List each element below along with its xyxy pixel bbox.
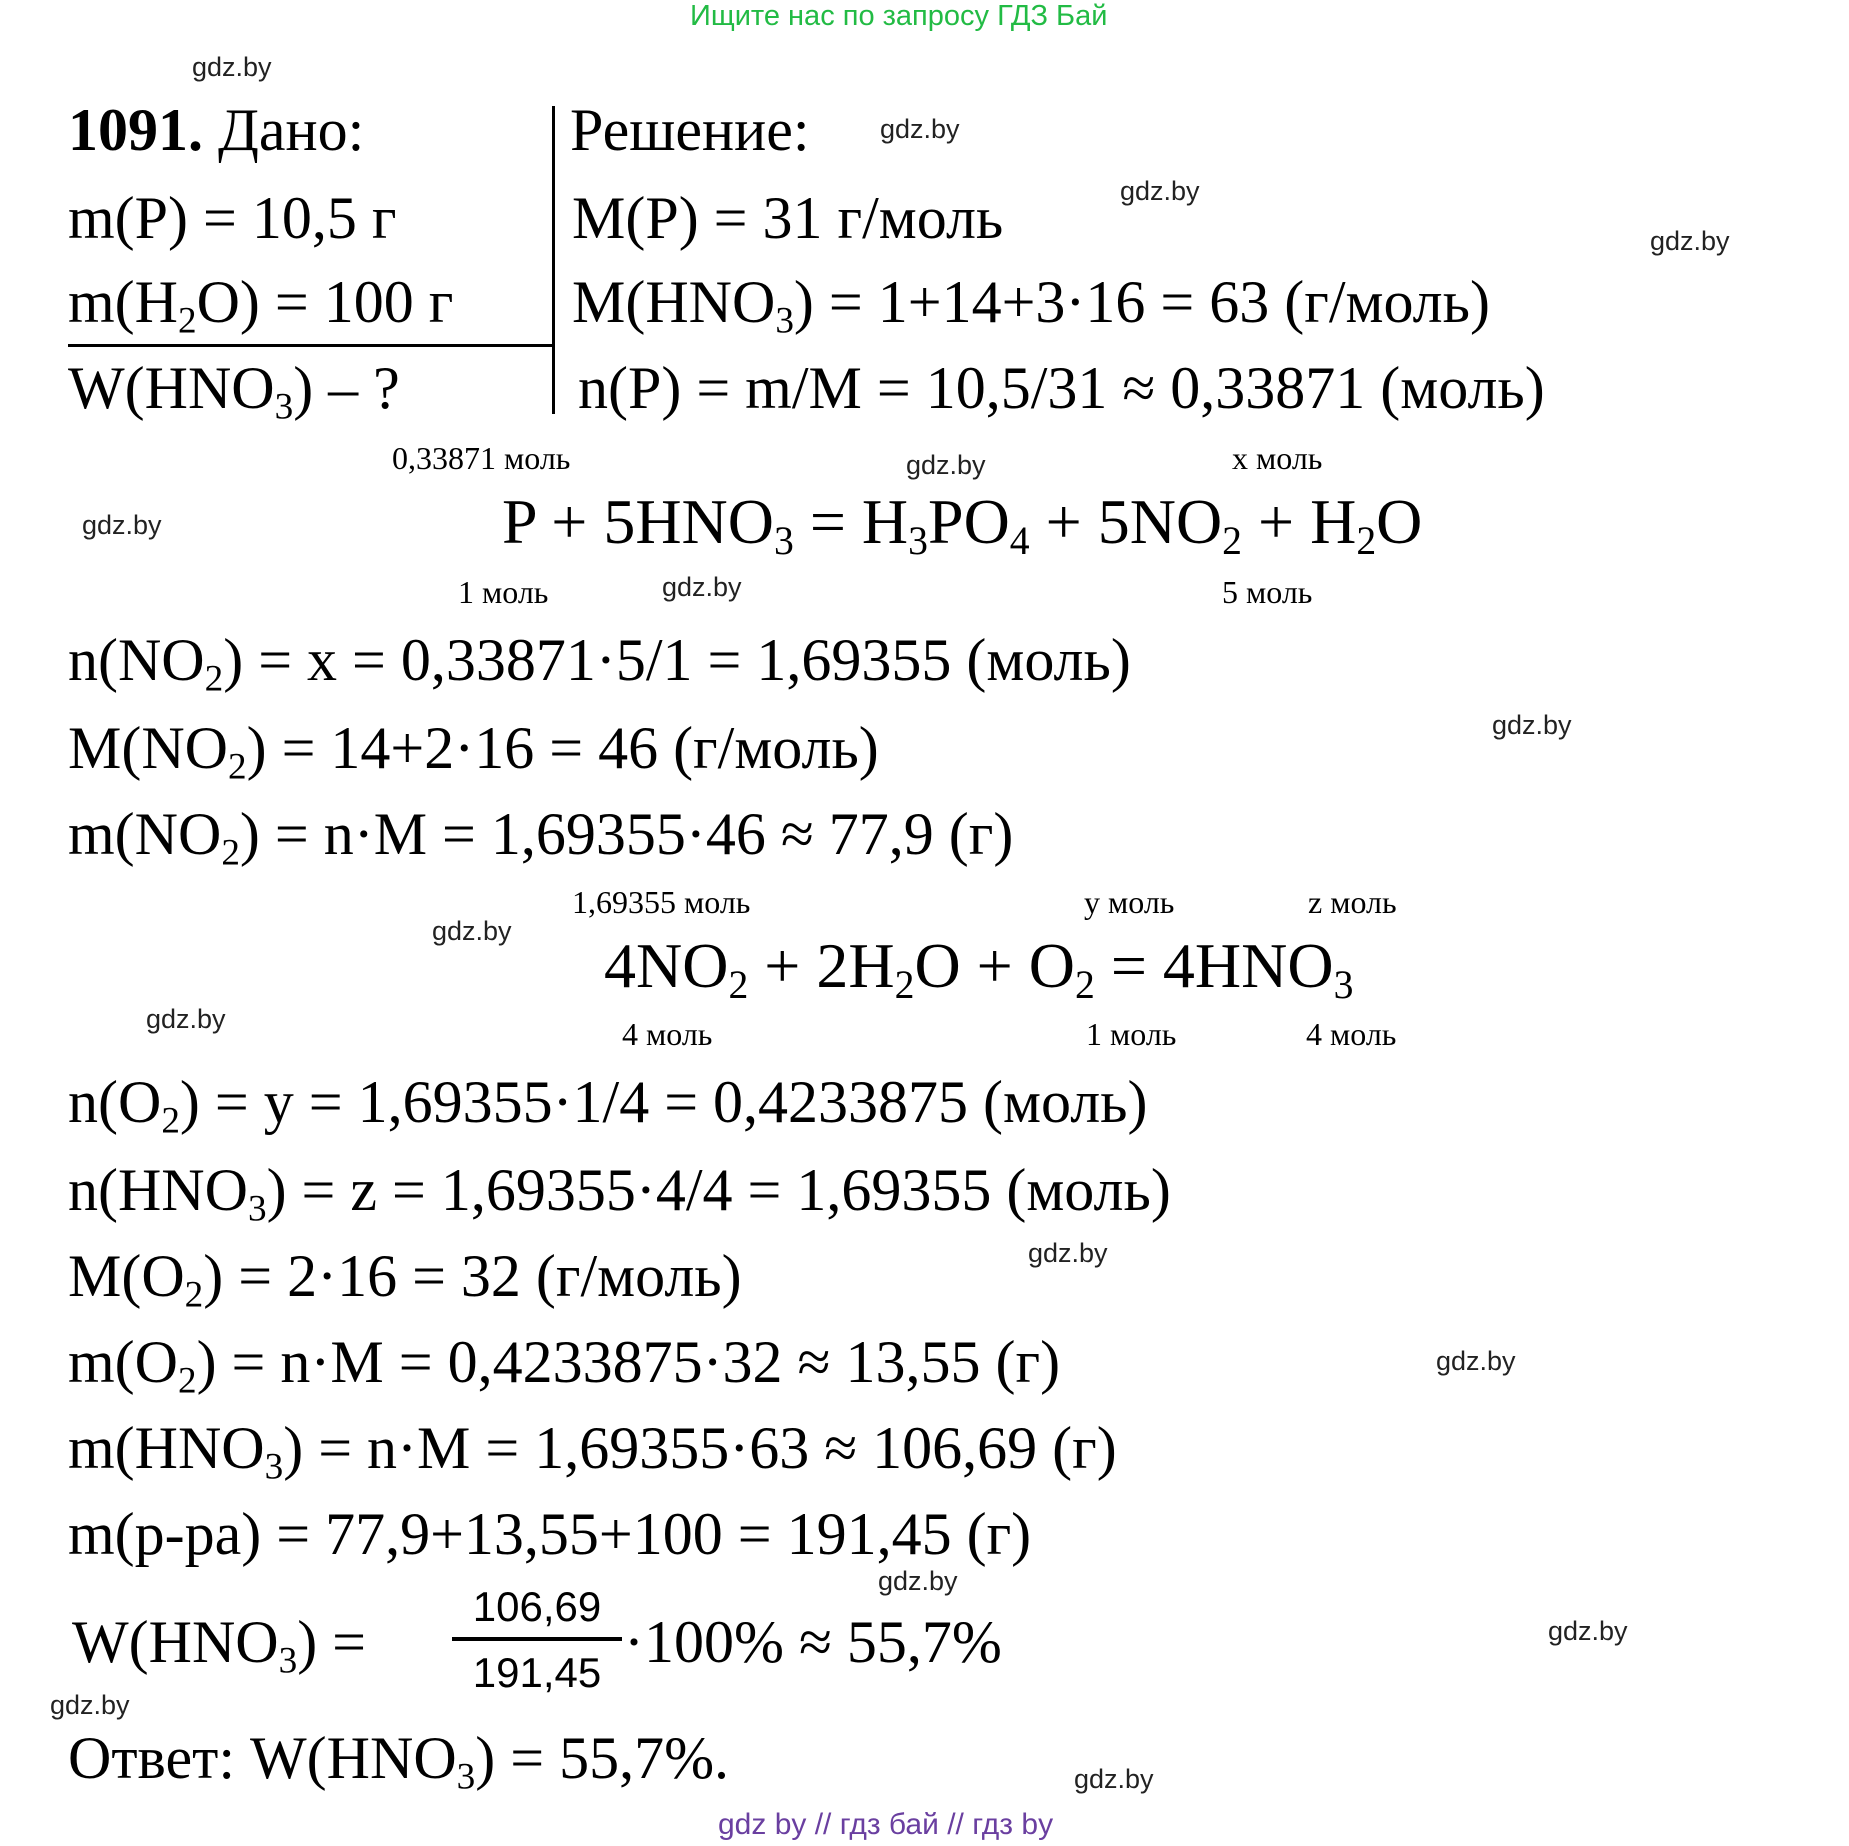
moles-no2: $n(NO_2) = x = 0,33871\cdot 5/1 = 1,69355$ (моль) [68, 627, 1131, 700]
moles-p: n(P) = m/M = 10,5/31 ≈ 0,33871 (моль) [578, 355, 1545, 421]
watermark: gdz.by [1436, 1346, 1516, 1376]
watermark: gdz.by [432, 916, 512, 946]
watermark: gdz.by [906, 450, 986, 480]
answer: Ответ: $W(HNO_3) = 55,7\%$. [68, 1725, 730, 1798]
watermark: gdz.by [1492, 710, 1572, 740]
r1-above-right: x моль [1232, 440, 1323, 476]
site-banner: Ищите нас по запросу ГДЗ Бай [690, 0, 1108, 32]
fraction-lhs: $W(HNO_3)$ = [72, 1609, 367, 1682]
fraction-denominator: 191,45 [472, 1649, 602, 1696]
watermark: gdz.by [878, 1566, 958, 1596]
r2-below-left: 4 моль [622, 1016, 713, 1052]
given-mass-p: m(P) = 10,5 г [68, 185, 397, 251]
r2-below-right: 4 моль [1306, 1016, 1397, 1052]
r1-above-left: 0,33871 моль [392, 440, 571, 476]
fraction-bar [452, 1637, 622, 1641]
molar-mass-hno3: $M(HNO_3) = 1+14+3\cdot 16 = 63$ (г/моль) [572, 269, 1490, 342]
molar-mass-no2: $M(NO_2) = 14+2\cdot 16 = 46$ (г/моль) [68, 715, 879, 788]
given-divider-vertical [552, 106, 555, 414]
r2-below-mid: 1 моль [1086, 1016, 1177, 1052]
molar-mass-o2: $M(O_2) = 2\cdot 16 = 32$ (г/моль) [68, 1243, 742, 1316]
fraction-numerator: 106,69 [472, 1583, 602, 1630]
watermark: gdz.by [192, 52, 272, 82]
watermark: gdz.by [1650, 226, 1730, 256]
problem-number: 1091. [68, 97, 203, 163]
watermark: gdz.by [1548, 1616, 1628, 1646]
moles-o2: $n(O_2) = y = 1,69355\cdot 1/4 = 0,4233875$ (моль) [68, 1069, 1148, 1142]
watermark: gdz.by [662, 572, 742, 602]
given-mass-water: $m(H_2O) = 100$ г [68, 269, 454, 342]
mass-o2: $m(O_2) = n\cdot M = 0,4233875\cdot 32 \approx 13,55$ (г) [68, 1329, 1061, 1402]
find-quantity: $W(HNO_3)$ – ? [68, 355, 400, 428]
r2-above-mid: y моль [1084, 884, 1175, 920]
mass-fraction [452, 1583, 622, 1697]
footer-links: gdz by // гдз бай // гдз by [718, 1808, 1054, 1841]
problem-header [68, 97, 365, 163]
given-label: Дано: [218, 97, 365, 163]
watermark: gdz.by [1028, 1238, 1108, 1268]
watermark: gdz.by [50, 1690, 130, 1720]
watermark: gdz.by [880, 114, 960, 144]
watermark: gdz.by [1120, 176, 1200, 206]
moles-hno3: $n(HNO_3) = z = 1,69355\cdot 4/4 = 1,69355$ (моль) [68, 1157, 1171, 1230]
mass-solution: m(р-ра) = 77,9+13,55+100 = 191,45 (г) [68, 1501, 1032, 1567]
mass-hno3: $m(HNO_3) = n\cdot M = 1,69355\cdot 63 \approx 106,69$ (г) [68, 1415, 1117, 1488]
molar-mass-p: M(P) = 31 г/моль [572, 185, 1004, 251]
r2-above-left: 1,69355 моль [572, 884, 751, 920]
given-divider-horizontal [68, 344, 554, 347]
r1-below-left: 1 моль [458, 574, 549, 610]
watermark: gdz.by [146, 1004, 226, 1034]
watermark: gdz.by [1074, 1764, 1154, 1794]
watermark: gdz.by [82, 510, 162, 540]
reaction-1-equation: $P + 5HNO_3 = H_3PO_4 + 5NO_2 + H_2O$ [502, 486, 1423, 564]
r1-below-right: 5 моль [1222, 574, 1313, 610]
reaction-2-equation: $4NO_2 + 2H_2O + O_2 = 4HNO_3$ [604, 930, 1354, 1008]
fraction-rhs: ·100% ≈ 55,7% [624, 1609, 1002, 1675]
mass-no2: $m(NO_2) = n\cdot M = 1,69355\cdot 46 \approx 77,9$ (г) [68, 801, 1014, 874]
r2-above-right: z моль [1308, 884, 1397, 920]
solution-label: Решение: [570, 97, 810, 163]
